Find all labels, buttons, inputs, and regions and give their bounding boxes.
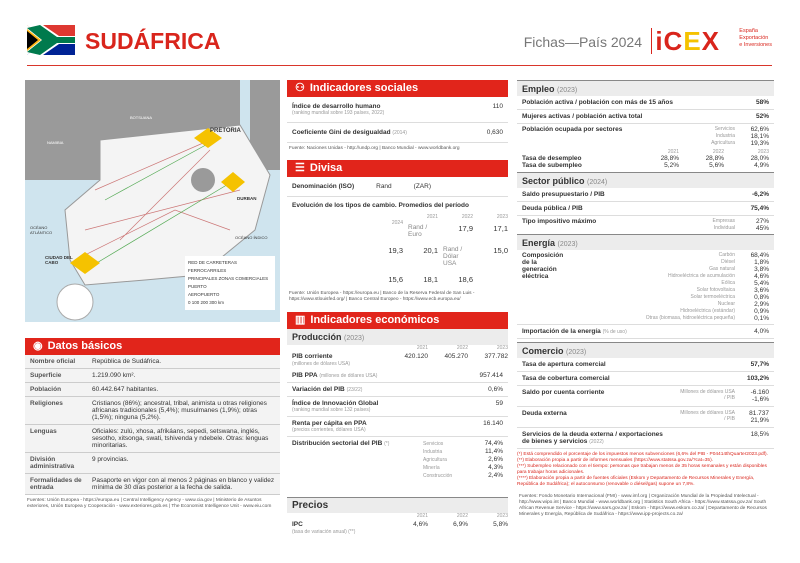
item-label: Hidroeléctrica de acumulación [668,273,735,279]
pib-table [287,345,508,369]
empleo-header: Empleo (2023) [517,80,774,96]
ipc-table [287,513,508,537]
icex-subtitle: España Exportación e Inversiones [739,28,772,48]
fx-value: 17,1 [493,224,508,233]
map-label-namibia: NAMIBIA [47,140,64,145]
comercio-row-1: Tasa de apertura comercial 57,7% [517,358,774,372]
item-label: Eólica [721,280,735,286]
publico-header: Sector público (2024) [517,172,774,188]
item-value: 68,4% [750,252,769,259]
item-label: Otras (biomasa, hidroeléctrica pequeña) [645,315,735,321]
basic-data-section [25,338,280,513]
year-label: 2024 [391,220,403,226]
year-label: 2022 [456,345,468,351]
year-label: 2023 [496,345,508,351]
icex-logo: iCEX [655,26,720,56]
item-label: Empresas [712,218,735,224]
item-label: Solar fotovoltaica [696,287,735,293]
energia-header: Energía (2023) [517,234,774,250]
map-label-atlantico: OCÉANO ATLÁNTICO [30,225,53,235]
tax-rates [517,216,774,234]
unemployment-value: 28,8% [660,155,679,162]
item-label: Gas natural [709,266,735,272]
item-label: Diésel [721,259,735,265]
precios-header: Precios [287,497,508,513]
item-label: Servicios [714,126,735,132]
dist-item: Construcción 2,4% [423,472,503,479]
item-value: 2,9% [754,301,769,308]
year-label: 2023 [496,214,508,220]
item-label: Hidroeléctrica (estándar) [680,308,735,314]
basic-value: República de Sudáfrica. [87,355,280,369]
item-value: 4,6% [754,273,769,280]
item-value: 0,8% [754,294,769,301]
year-label: 2022 [461,214,473,220]
empleo-row-2: Mujeres activas / población activa total 52% [517,110,774,124]
evol-title: Evolución de los tipos de cambio. Promedios del período [292,202,469,209]
row-value: 5,8% [493,521,508,528]
publico-row-1: Saldo presupuestario / PIB -6,2% [517,188,774,202]
unemployment-label: Tasa de desempleo [522,155,582,162]
sector-employment [517,124,774,149]
footnotes [517,449,774,491]
row-value: 6,9% [453,521,468,528]
year-label: 2022 [456,513,468,519]
import-row: Importación de la energía (% de uso) 4,0% [517,324,774,339]
underemployment-value: 4,9% [754,162,769,169]
item-value: 1,8% [754,259,769,266]
row-label: IPC (tasa de variación anual) (**) [292,521,356,535]
footnote: (***) Subempleo relacionado con el tiempo: personas que trabajan menos de 35 horas semanales y están disponibles para trabajar horas adicionales. [517,464,767,475]
right-column [517,80,774,521]
denom-row: Denominación (ISO) Rand (ZAR) [287,177,508,197]
basic-key: Formalidades de entrada [25,474,87,495]
item-value: 3,6% [754,287,769,294]
footnote: (****) Elaboración propia a partir de fuentes oficiales (Eskom y Departamento de Recursos Minerales y Energía, República de Sudáfrica); el autoconsumo (renovable o diésel/gas) supone un 7,8%. [517,476,755,487]
var-row: Variación del PIB (23/22) 0,6% [287,383,508,397]
dist-item: Industria 11,4% [423,448,503,455]
fx-value: 15,6 [388,275,403,284]
underemployment-value: 5,6% [709,162,724,169]
fx-value: 18,1 [423,275,438,284]
energy-mix [517,250,774,324]
footnote: (*) Está comprendido el porcentaje de los impuestos menos subvenciones (6,6% del PIB - P04414thQuarter2023.pdf). [517,452,768,457]
divider [651,28,652,54]
row-value: 405.270 [444,353,468,360]
basic-value: 1.219.090 km². [87,369,280,383]
south-africa-flag-icon [27,25,75,55]
item-value: 0,9% [754,308,769,315]
row-value: 377.782 [484,353,508,360]
row-value: 4,6% [413,521,428,528]
social-header: ⚇ Indicadores sociales [287,80,508,97]
middle-column [287,80,508,537]
dist-item: Minería 4,3% [423,464,503,471]
fx-pair: Rand / Euro [408,224,428,238]
map-label-durban: DURBAN [237,196,257,201]
publication-title: Fichas—País 2024 [523,34,642,50]
header [27,22,772,66]
item-value: 0,1% [754,315,769,322]
underemployment-value: 5,2% [664,162,679,169]
item-value: 3,8% [754,266,769,273]
gini-row: Coeficiente Gini de desigualdad (2014) 0,630 [287,123,508,143]
basic-key: División administrativa [25,453,87,474]
eco-header: ▥ Indicadores económicos [287,312,508,329]
item-label: Carbón [718,252,735,258]
year-label: 2021 [416,345,428,351]
basic-value: 9 provincias. [87,453,280,474]
country-title: SUDÁFRICA [85,28,221,54]
year-label: 2023 [757,149,769,155]
group-label: Tipo impositivo máximo [522,218,597,225]
basic-value: Cristianos (86%); ancestral, tribal, animista u otras religiones africanas tradicionales (5,4%); musulmanes (1,9%); otras (1,5%); ninguna (5,2%). [87,397,280,425]
basic-value: Oficiales: zulú, xhosa, afrikáans, sepedi, setswana, inglés, sesotho, xitsonga, swati, tshivenda y ndebele. Otras: lenguas minoritarias. [87,425,280,453]
row-value: 420.120 [404,353,428,360]
produccion-header: Producción (2023) [287,329,508,345]
ig-row: Índice de Innovación Global (ranking mundial sobre 132 países) 59 [287,397,508,417]
item-value: 45% [755,225,769,232]
unemployment-value: 28,8% [705,155,724,162]
bar-chart-icon: ▥ [295,314,306,326]
coins-icon: ☰ [295,162,305,174]
publico-row-2: Deuda pública / PIB 75,4% [517,202,774,216]
ppa-row: PIB PPA (millones de dólares USA) 957.414 [287,369,508,383]
dist-item: Agricultura 2,6% [423,456,503,463]
basic-data-table [25,355,280,495]
fx-value: 20,1 [423,246,438,255]
basic-key: Lenguas [25,425,87,453]
item-value: 62,6% [750,126,769,133]
underemployment-label: Tasa de subempleo [522,162,582,169]
year-label: 2021 [426,214,438,220]
country-map [25,80,280,322]
exchange-table [287,214,508,288]
empleo-row-1: Población activa / población con más de 15 años 58% [517,96,774,110]
social-source: Fuente: Naciones Unidas - http://undp.org | Banco Mundial - www.worldbank.org [289,146,460,151]
basic-key: Nombre oficial [25,355,87,369]
map-label-pretoria: PRETORIA [210,128,241,134]
item-value: 18,1% [750,133,769,140]
basic-key: Superficie [25,369,87,383]
item-value: 5,4% [754,280,769,287]
group-label: Población ocupada por sectores [522,126,623,133]
item-label: Individual [713,225,735,231]
map-label-botsuana: BOTSUANA [130,115,153,120]
fx-value: 18,6 [458,275,473,284]
target-icon: ◉ [33,340,43,352]
basic-data-header: ◉ Datos básicos [25,338,280,355]
dist-item: Servicios 74,4% [423,440,503,447]
map-label-indico: OCÉANO ÍNDICO [235,235,268,240]
map-legend: RED DE CARRETERAS FERROCARRILES PRINCIPALES ZONAS COMERCIALES PUERTO AEROPUERTO 0 100 200 300 km [185,256,275,310]
group-label: Composición de la generación eléctrica [522,252,564,280]
deuda-row: Deuda externa Millones de dólares USA / PIB 81.737 21,9% [517,407,774,428]
item-value: 27% [755,218,769,225]
person-icon: ⚇ [295,82,305,94]
item-label: Solar termoeléctrica [690,294,735,300]
basic-key: Religiones [25,397,87,425]
basic-value: Pasaporte en vigor con al menos 2 páginas en blanco y validez mínima de 30 días posterior a la fecha de salida. [87,474,280,495]
basic-key: Población [25,383,87,397]
divisa-source: Fuente: Unión Europea - https://europa.eu | Banco de la Reserva Federal de San Luis - https://www.stlouisfed.org/ | Banco Central Europeo - https://www.ecb.europa.eu/ [289,291,475,302]
dist-row: Distribución sectorial del PIB (*) Servicios 74,4% Industria 11,4% Agricultura 2,6% Minería 4,3% Construcción 2,4% [292,440,503,479]
year-label: 2022 [712,149,724,155]
saldo-row: Saldo por cuenta corriente Millones de dólares USA / PIB -6.160 -1,6% [517,386,774,407]
row-label: PIB corriente (millones de dólares USA) [292,353,351,367]
divisa-header: ☰ Divisa [287,160,508,177]
item-label: Agricultura [711,140,735,146]
rpc-row: Renta per cápita en PPA (precios corrientes, dólares USA) 16.140 [287,417,508,437]
fx-value: 15,0 [493,246,508,255]
unemployment-table [517,149,774,169]
unemployment-value: 28,0% [750,155,769,162]
map-label-ciudad-del-cabo: CIUDAD DEL CABO [45,255,73,265]
idh-row: Índice de desarrollo humano (ranking mundial sobre 193 países, 2022) 110 [287,97,508,123]
year-label: 2021 [667,149,679,155]
basic-value: 60.442.647 habitantes. [87,383,280,397]
fx-pair: Rand / Dólar USA [443,246,463,267]
item-label: Nuclear [717,301,735,307]
year-label: 2023 [496,513,508,519]
comercio-row-2: Tasa de cobertura comercial 103,2% [517,372,774,386]
fx-value: 17,9 [458,224,473,233]
comercio-header: Comercio (2023) [517,342,774,358]
servicios-row: Servicios de la deuda externa / exportaciones de bienes y servicios (2022) 18,5% [517,428,774,449]
basic-data-source: Fuentes: Unión Europea - https://europa.eu | Central Intelligency Agency - www.cia.gov | Ministerio de Asuntos exteriores, Unión Europea y Cooperación - www.exteriores.gob.es | The Economist Intelligence Unit - www.eiu.com [27,498,272,509]
year-label: 2021 [416,513,428,519]
item-label: Industria [715,133,735,139]
footnote: (**) Elaboración propia a partir de informes mensuales (https://www.statssa.gov.za/?cat=35). [517,458,714,463]
right-source: Fuentes: Fondo Monetario Internacional (FMI) - www.imf.org | Organización Mundial de la Propiedad Intelectual - http://www.wipo.int | Banco Mundial - www.worldbank.org | Statistics South Africa - https://www.statssa.gov.za/ South African Revenue Service - https://www.sars.gov.za/ | Eskom - https://www.eskom.co.za/ | Departamento de Recursos Minerales y Energía, República de Sudáfrica - https://www.ipp-projects.co.za/ [519,494,767,517]
fx-value: 19,3 [388,246,403,255]
item-value: 19,3% [750,140,769,147]
